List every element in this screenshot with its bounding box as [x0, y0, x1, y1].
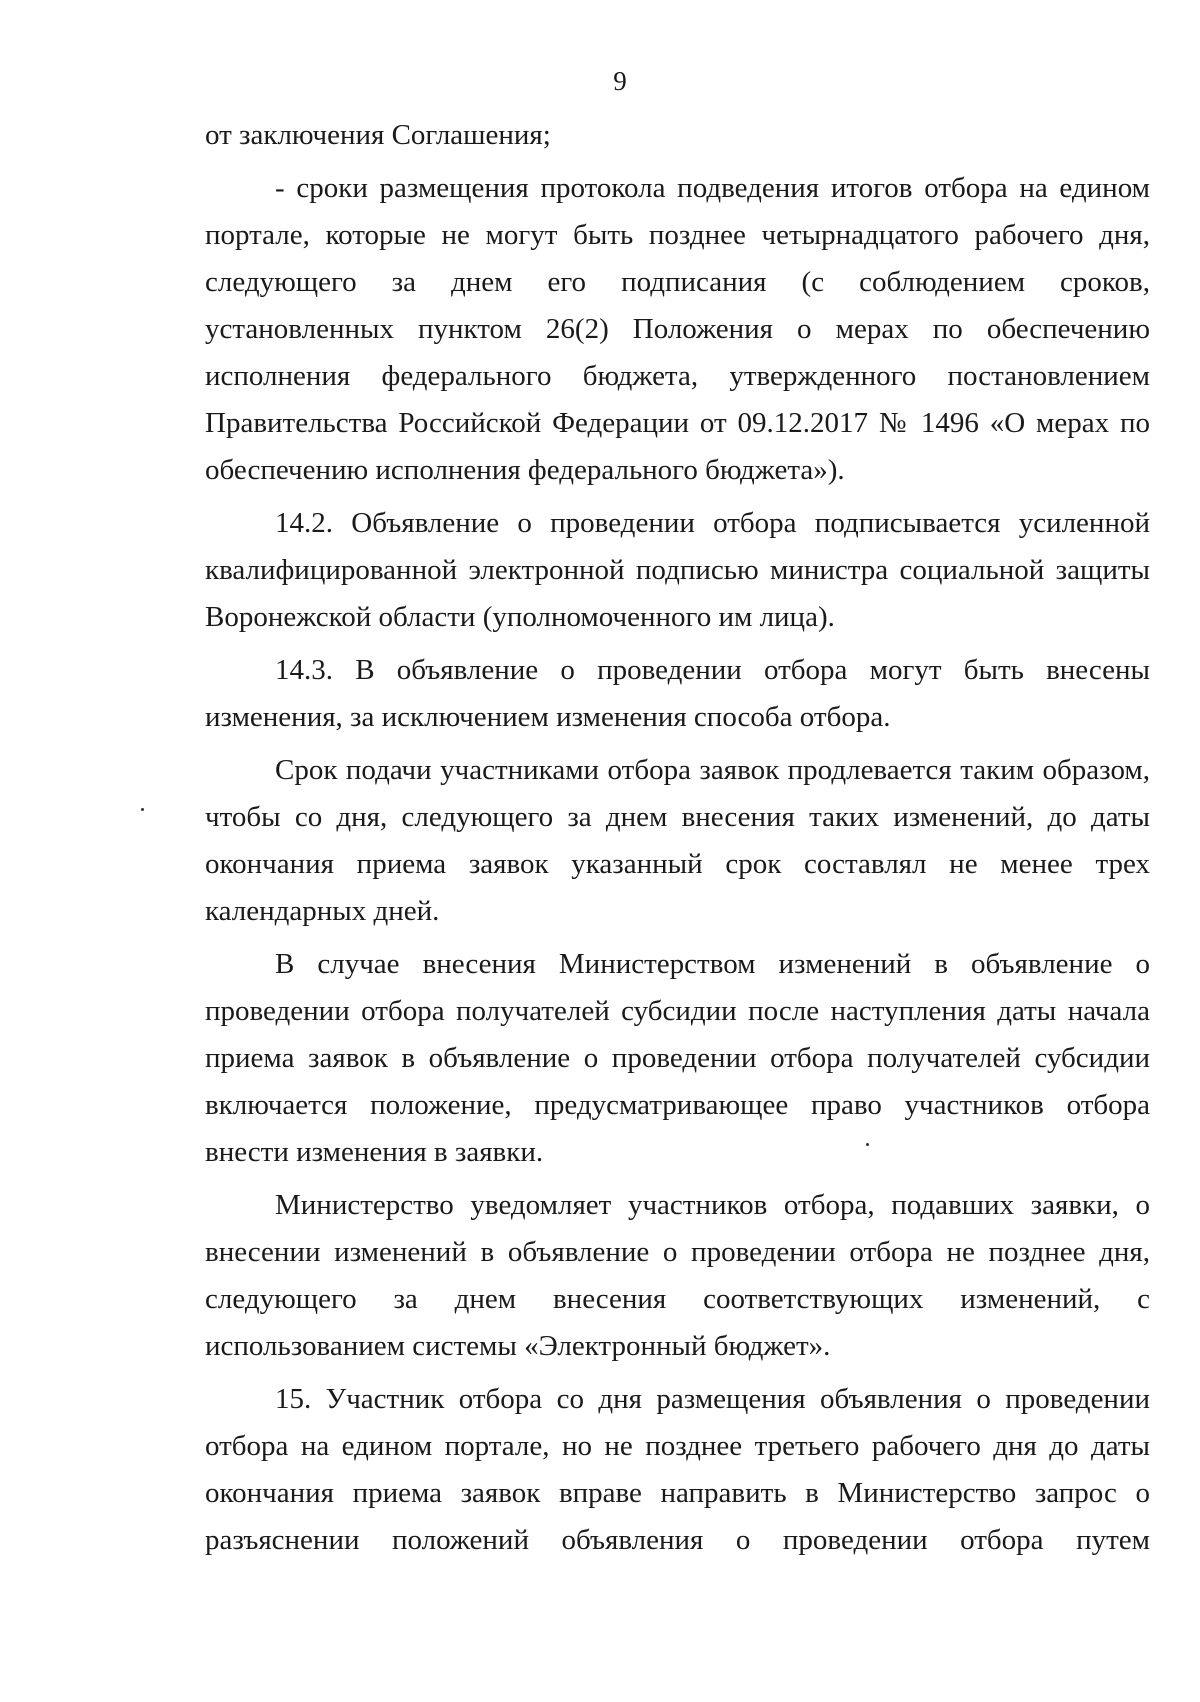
page-number: 9 [613, 66, 627, 96]
paragraph-deadline-extension: Срок подачи участниками отбора заявок продлевается таким образом, чтобы со дня, следующего за днем внесения таких изменений, до даты окончания приема заявок указанный срок составлял не менее трех календарных дней. [205, 754, 1150, 927]
paragraph-notification: Министерство уведомляет участников отбора, подавших заявки, о внесении изменений в объявление о проведении отбора не позднее дня, следующего за днем внесения соответствующих изменений, с использованием системы «Электронный бюджет». [205, 1189, 1150, 1362]
paragraph-changes-after-start: В случае внесения Министерством изменений в объявление о проведении отбора получателей субсидии после наступления даты начала приема заявок в объявление о проведении отбора получателей субсидии включается положение, предусматривающее право участников отбора внести изменения в заявки. [205, 948, 1150, 1168]
paragraph-14-3: 14.3. В объявление о проведении отбора могут быть внесены изменения, за исключением изменения способа отбора. [205, 654, 1150, 733]
paragraph-15: 15. Участник отбора со дня размещения объявления о проведении отбора на едином портале, но не позднее третьего рабочего дня до даты окончания приема заявок вправе направить в Министерство запрос о разъяснении положений объявления о проведении отбора путем [205, 1383, 1150, 1556]
paragraph-14-2: 14.2. Объявление о проведении отбора подписывается усиленной квалифицированной электронной подписью министра социальной защиты Воронежской области (уполномоченного им лица). [205, 507, 1150, 633]
paragraph-deadlines-item: - сроки размещения протокола подведения итогов отбора на едином портале, которые не могут быть позднее четырнадцатого рабочего дня, следующего за днем его подписания (с соблюдением сроков, установленных пунктом 26(2) Положения о мерах по обеспечению исполнения федерального бюджета, утвержденного постановлением Правительства Российской Федерации от 09.12.2017 № 1496 «О мерах по обеспечению исполнения федерального бюджета»). [205, 172, 1150, 486]
scan-speck [141, 808, 144, 811]
document-body [205, 112, 1150, 1570]
paragraph-continuation: от заключения Соглашения; [205, 119, 551, 151]
scan-speck [866, 1143, 869, 1146]
